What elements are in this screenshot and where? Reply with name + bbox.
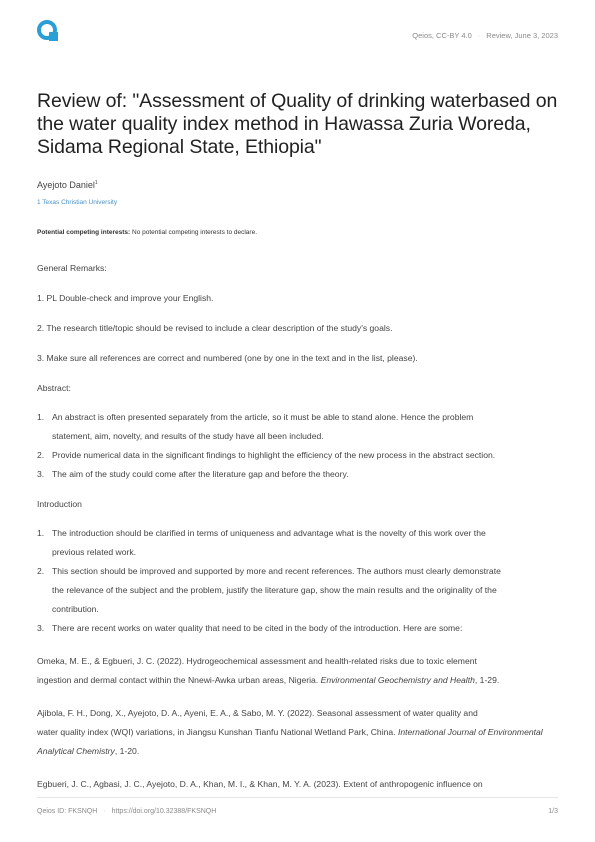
reference-entry: Ajibola, F. H., Dong, X., Ayejoto, D. A., Ayeni, E. A., & Sabo, M. Y. (2022). Seasonal assessment of water quality and water quality index (WQI) variations, in Jiangsu Kunshan Tianfu National Wetland Park, China. International Journal of Environmental Analytical Chemistry, 1-20. (37, 708, 543, 756)
header-separator: · (477, 31, 481, 40)
review-date: Review, June 3, 2023 (486, 31, 558, 40)
author-name[interactable]: Ayejoto Daniel (37, 180, 95, 190)
general-remark-item: 1. PL Double-check and improve your English. (37, 293, 214, 303)
header-meta (412, 31, 558, 40)
qeios-id: Qeios ID: FKSNQH (37, 808, 98, 815)
list-item: 2. Provide numerical data in the significant findings to highlight the efficiency of the new process in the abstract section. (37, 450, 496, 460)
general-remark-item: 2. The research title/topic should be revised to include a clear description of the study's goals. (37, 323, 393, 333)
abstract-list (37, 408, 558, 484)
competing-interests-label: Potential competing interests: (37, 229, 131, 236)
list-item: 3. The aim of the study could come after the literature gap and before the theory. (37, 469, 349, 479)
reference-entry: Egbueri, J. C., Agbasi, J. C., Ayejoto, D. A., Khan, M. I., & Khan, M. Y. A. (2023). Extent of anthropogenic influence on (37, 779, 483, 789)
page-header (37, 20, 558, 44)
competing-interests-text: No potential competing interests to declare. (130, 229, 258, 236)
journal-name: Environmental Geochemistry and Health (320, 675, 475, 685)
author-affiliation-marker: 1 (94, 180, 98, 186)
author-line (37, 180, 98, 190)
document-title: Review of: "Assessment of Quality of drinking waterbased on the water quality index method in Hawassa Zuria Woreda, Sidama Regional State, Ethiopia" (37, 90, 558, 158)
qeios-logo-icon (37, 20, 59, 42)
footer-separator: · (103, 808, 106, 815)
review-body (37, 262, 558, 808)
list-item: 2. This section should be improved and supported by more and recent references. The authors must clearly demonstrate the relevance of the subject and the problem, justify the literature gap, show the main results and the originality of the contribution. (37, 566, 501, 614)
general-remark-item: 3. Make sure all references are correct and numbered (one by one in the text and in the list, please). (37, 353, 418, 363)
doi-link[interactable]: https://doi.org/10.32388/FKSNQH (111, 808, 217, 815)
affiliation: 1 Texas Christian University (37, 199, 118, 206)
footer-left (37, 808, 216, 815)
list-item: 1. The introduction should be clarified in terms of uniqueness and advantage what is the novelty of this work over the previous related work. (37, 528, 486, 557)
abstract-heading: Abstract: (37, 383, 71, 393)
introduction-list (37, 524, 558, 638)
competing-interests (37, 229, 257, 236)
list-item: 3. There are recent works on water quality that need to be cited in the body of the introduction. Here are some: (37, 623, 463, 633)
page-footer (37, 797, 558, 815)
license-text: Qeios, CC-BY 4.0 (412, 31, 472, 40)
list-item: 1. An abstract is often presented separately from the article, so it must be able to stand alone. Hence the problem statement, aim, novelty, and results of the study have all been included. (37, 412, 474, 441)
introduction-heading: Introduction (37, 499, 82, 509)
general-remarks-heading: General Remarks: (37, 263, 107, 273)
page-number: 1/3 (548, 808, 558, 815)
reference-entry: Omeka, M. E., & Egbueri, J. C. (2022). Hydrogeochemical assessment and health-related risks due to toxic element ingestion and dermal contact within the Nnewi-Awka urban areas, Nigeria. Environmental Geochemistry and Health, 1-29. (37, 656, 500, 685)
journal-name: International Journal of Environmental Analytical Chemistry (37, 727, 543, 756)
